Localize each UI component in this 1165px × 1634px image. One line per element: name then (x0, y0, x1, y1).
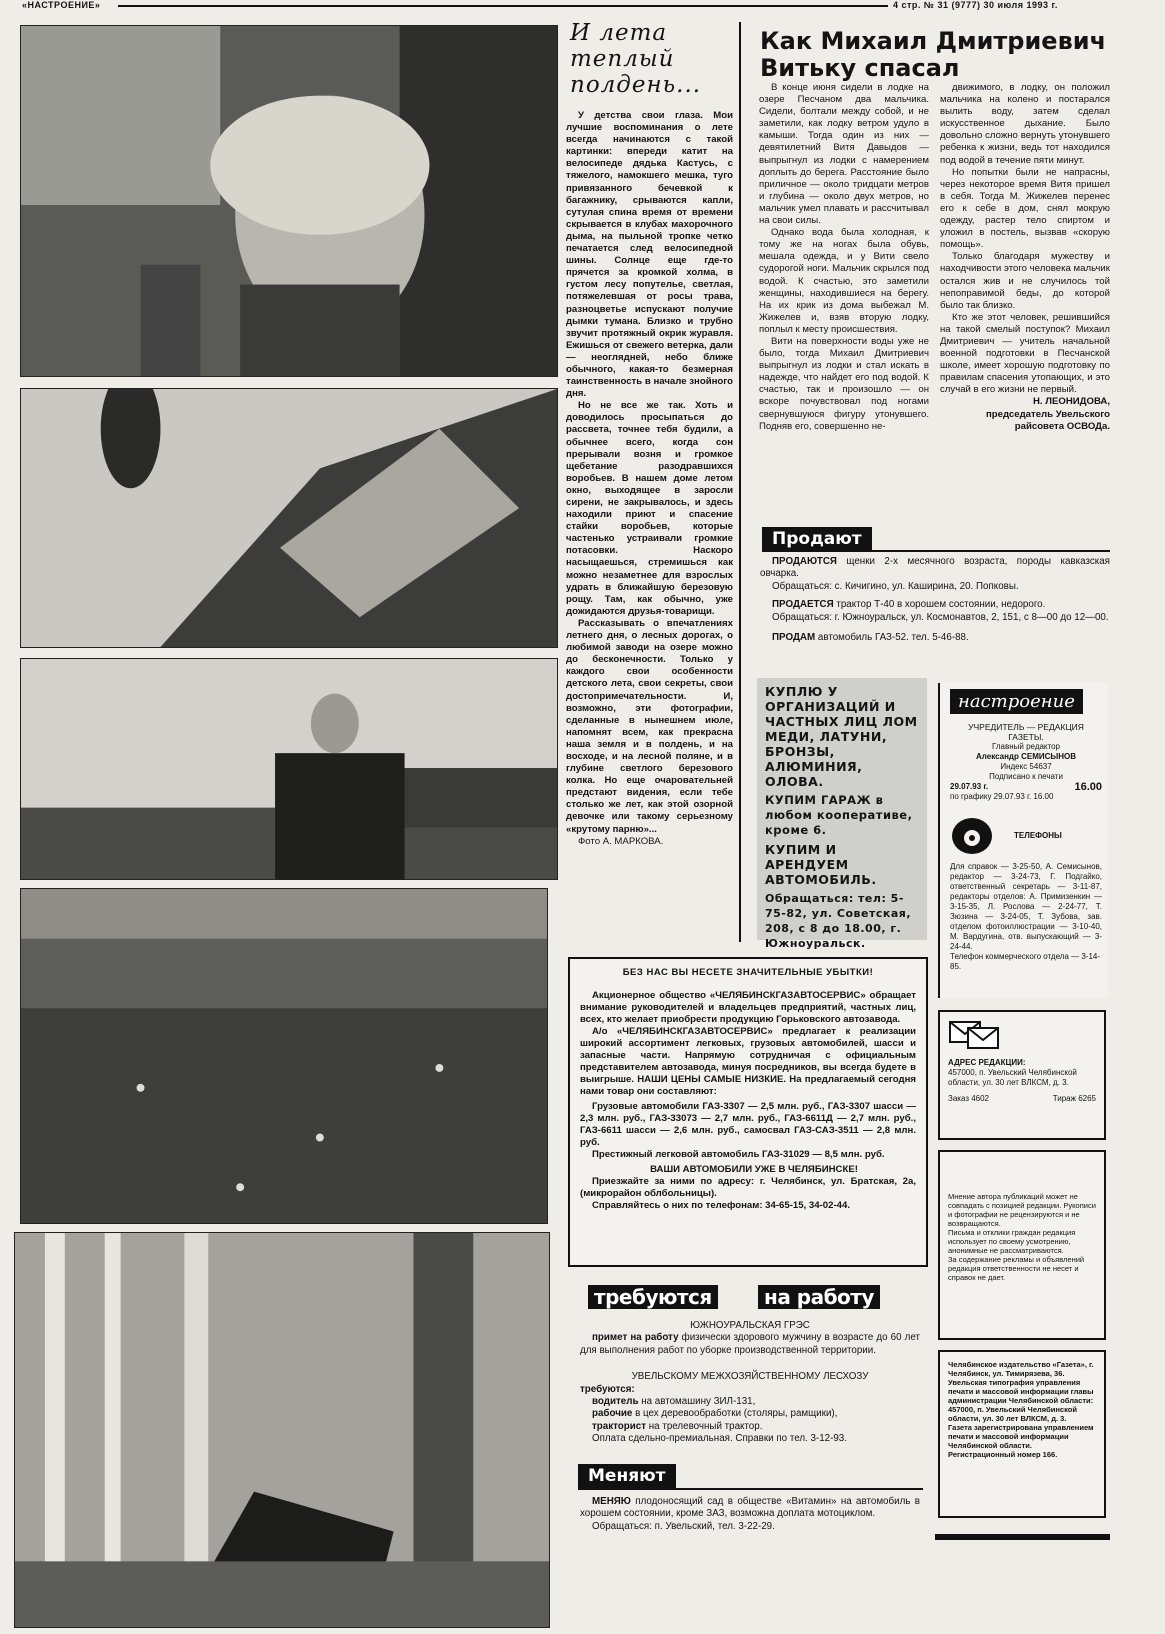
jobs-role: рабочие (592, 1408, 633, 1420)
article2-paragraph: В конце июня сидели в лодке на озере Песчаном два мальчика. Сидели, болтали между собой, и не заметили, как лодку ветром удуло в камыши. Тогда один из них — девятилетний Витя Давыдов — выпрыгнул из лодки с намерением доплыть до берега. Расстояние было приличное — около тридцати метров и глубина — около двух метров, но мальчик умел плавать и рассчитывал на свои силы. (759, 82, 929, 227)
publisher-text: Газета зарегистрирована управлением печати и массовой информации Челябинской области. Регистрационный номер 166. (948, 1423, 1094, 1459)
sale-contact: Обращаться: г. Южноуральск, ул. Космонавтов, 2, 151, с 8—00 до 12—00. (772, 611, 1109, 623)
exchange-body (580, 1496, 920, 1533)
buy-ad-garage: КУПИМ ГАРАЖ в любом кооперативе, кроме 6. (765, 793, 913, 837)
exchange-lead: МЕНЯЮ (592, 1496, 631, 1507)
photo-credit: Фото А. МАРКОВА. (578, 835, 664, 847)
jobs-role: водитель (592, 1396, 639, 1408)
article2-author: Н. ЛЕОНИДОВА, (1032, 396, 1110, 408)
telephone-icon (950, 816, 994, 856)
article1-title: И лета теплый полдень... (570, 20, 702, 98)
jobs-text: физически здорового мужчину в возрасте до 60 лет для выполнения работ по уборке производственной территории. (580, 1332, 920, 1356)
buy-ad-box (757, 678, 927, 950)
jobs-lead: требуются: (580, 1383, 635, 1395)
masthead-schedule: по графику 29.07.93 г. 16.00 (950, 792, 1054, 801)
masthead-index: Индекс 54637 (1000, 762, 1052, 771)
address-text: 457000, п. Увельский Челябинской области, ул. 30 лет ВЛКСМ, д. 3. (948, 1068, 1077, 1087)
sale-list (760, 556, 1110, 644)
header-left: «НАСТРОЕНИЕ» (22, 0, 101, 10)
phones-text: Для справок — 3-25-50, А. Семисынов, редактор — 3-24-73, Г. Подгайко, ответственный секретарь — 3-11-87, редакторы отделов: А. Примизенкин — 3-15-35, Л. Рослова — 2-24-77, Т. Зюзина — 3-24-05, Т. Зубова, зав. отделом фотоиллюстрации — 3-10-40, М. Вардугина, отв. выпускающий — 3-24-44. (950, 862, 1102, 951)
article2-col1 (759, 82, 929, 433)
jobs-role-text: в цех деревообработки (столяры, рамщики), (632, 1408, 838, 1420)
gaz-ad-box (568, 957, 928, 1267)
article2-paragraph: движимого, в лодку, он положил мальчика на колено и постарался вылить воду, затем сделал искусственное дыхание. Было довольно сложно вернуть утонувшего ребенка к жизни, ведь тот находился под водой в течение пяти минут. (940, 82, 1110, 166)
jobs-pay: Оплата сдельно-премиальная. Справки по тел. 3-12-93. (592, 1433, 847, 1445)
gaz-ad-text: Акционерное общество «ЧЕЛЯБИНСКГАЗАВТОСЕРВИС» обращает внимание руководителей и владельцев предприятий, частных лиц, всех, кто желает приобрести продукцию Горьковского автозавода. (580, 990, 916, 1025)
sale-text: автомобиль ГАЗ-52. тел. 5-46-88. (815, 632, 969, 644)
gaz-ad-slogan: ВАШИ АВТОМОБИЛИ УЖЕ В ЧЕЛЯБИНСКЕ! (650, 1164, 858, 1175)
article2-paragraph: Только благодаря мужеству и находчивости этого человека мальчик остался жив и не случилось той непоправимой беды, до которой было так близко. (940, 251, 1110, 311)
jobs-role-text: на трелевочный трактор. (646, 1420, 763, 1432)
photo-birch-forest (14, 1232, 550, 1628)
exchange-heading: Меняют (578, 1464, 676, 1488)
masthead-box (938, 683, 1108, 998)
article2-author-title: председатель Увельского райсовета ОСВОДа. (985, 408, 1110, 432)
jobs-heading-1: требуются (588, 1285, 718, 1309)
exchange-contact: Обращаться: п. Увельский, тел. 3-22-29. (592, 1520, 775, 1532)
print-run: Тираж 6265 (1052, 1094, 1096, 1103)
article2-paragraph: Вити на поверхности воды уже не было, тогда Михаил Дмитриевич выпрыгнул из лодки и стал искать в надежде, что найдет его под водой. К счастью, так и произошло — он вскоре почувствовал под ногами свернувшуюся фигуру утонувшего. Подняв его, совершенно не- (759, 335, 929, 432)
jobs-role-text: на автомашину ЗИЛ-131, (638, 1396, 756, 1408)
disclaimer-text: Письма и отклики граждан редакция использует по своему усмотрению, анонимные не рассматриваются. (948, 1228, 1076, 1255)
sale-rule (762, 550, 1110, 552)
article2-title: Как Михаил Дмитриевич Витьку спасал (760, 27, 1107, 82)
publisher-text: Увельская типография управления печати и массовой информации главы администрации Челябинской области: 457000, п. Увельский Челябинской области, ул. 30 лет ВЛКСМ, д. 3. (948, 1378, 1094, 1423)
gaz-ad-headline: БЕЗ НАС ВЫ НЕСЕТЕ ЗНАЧИТЕЛЬНЫЕ УБЫТКИ! (622, 967, 874, 978)
jobs-body (580, 1320, 920, 1446)
jobs-lead: примет на работу (592, 1332, 679, 1344)
sale-heading: Продают (762, 527, 872, 551)
phones-commercial: Телефон коммерческого отдела — 3-14-85. (950, 952, 1101, 971)
masthead-date: 29.07.93 г. (950, 782, 989, 791)
photo-meadow (20, 888, 548, 1224)
sale-text: трактор Т-40 в хорошем состоянии, недорого. (833, 599, 1046, 611)
masthead-editor-label: Главный редактор (991, 742, 1060, 751)
article2-paragraph: Кто же этот человек, решившийся на такой смелый поступок? Михаил Дмитриевич — учитель начальной военной подготовки в Песчанской школе, имеет хорошую подготовку по правилам спасения утопающих, и это случай в его жизни не первый. (940, 311, 1110, 396)
article1-paragraph: У детства свои глаза. Мои лучшие воспоминания о лете всегда начинаются с такой картинки: впереди катит на велосипеде дядька Кастусь, с тяжелого, намокшего мешка, туго привязанного бечевкой к багажнику, срываются капли, сутулая спина время от времени скрывается в клубах махорочного дыма, на пыльной тропке четко печатается след велосипедной шины. Солнце еще где-то прячется за кромкой холма, в густом лесу попутелье, светлая, потяжелевшая от росы трава, разноцветье испускают получие дымки тумана. Близко и трубно звучит протяжный окрик журавля. Ежишься от свежего ветерка, дали — неоглядней, небо ближе обычного, какая-то безмерная таинственность в начале знойного дня. (566, 110, 733, 400)
jobs-role: тракторист (592, 1420, 647, 1432)
phones-label: ТЕЛЕФОНЫ (1014, 831, 1062, 840)
exchange-text: плодоносящий сад в обществе «Витамин» на автомобиль в хорошем состоянии, кроме ЗАЗ, возможна доплата мотоциклом. (580, 1496, 920, 1520)
photo-girl (20, 25, 558, 377)
address-box (938, 1010, 1106, 1140)
gaz-ad-prices: Престижный легковой автомобиль ГАЗ-31029 — 8,5 млн. руб. (592, 1149, 885, 1160)
order-number: Заказ 4602 (948, 1094, 990, 1103)
sale-text: щенки 2-х месячного возраста, породы кавказская овчарка. (760, 556, 1110, 580)
article2-col2 (940, 82, 1110, 433)
disclaimer-text: Мнение автора публикаций может не совпадать с позицией редакции. Рукописи и фотографии не рецензируются и не возвращаются. (948, 1192, 1096, 1228)
bottom-rule (935, 1534, 1110, 1540)
address-label: АДРЕС РЕДАКЦИИ: (948, 1058, 1026, 1067)
article1-paragraph: Рассказывать о впечатлениях летнего дня, о лесных дорогах, о любимой заводи на озере можно до бесконечности. Только у каждого свои особенности детского лета, свои секреты, свои достопримечательности. И, возможно, эти фотографии, сделанные в нынешнем июле, напомнят всем, как прекрасна наша земля и в полдень, и на восходе, и на лесной поляне, и в глубине светлого березового колка. Но еще очаровательней предстают видения, если тебе столько же лет, как этой озорной девочке или такому серьезному «крутому парню»... (566, 617, 733, 835)
gaz-ad-phones: Справляйтесь о них по телефонам: 34-65-15, 34-02-44. (592, 1200, 850, 1211)
article1-body (566, 110, 733, 848)
buy-ad-car: КУПИМ И АРЕНДУЕМ АВТОМОБИЛЬ. (765, 842, 877, 887)
buy-ad-contact: Обращаться: тел: 5-75-82, ул. Советская, 208, с 8 до 18.00, г. Южноуральск. (765, 892, 912, 950)
exchange-rule (578, 1488, 923, 1490)
photo-birch-bark (20, 388, 558, 648)
jobs-org2: УВЕЛЬСКОМУ МЕЖХОЗЯЙСТВЕННОМУ ЛЕСХОЗУ (631, 1371, 869, 1383)
masthead-founder: УЧРЕДИТЕЛЬ — РЕДАКЦИЯ ГАЗЕТЫ. (968, 722, 1084, 742)
column-divider (739, 22, 741, 942)
disclaimer-box (938, 1150, 1106, 1340)
publisher-text: Челябинское издательство «Газета», г. Челябинск, ул. Тимирязева, 36. (948, 1360, 1094, 1378)
sale-contact: Обращаться: с. Кичигино, ул. Каширина, 20. Попковы. (772, 580, 1019, 592)
masthead-editor: Александр СЕМИСЫНОВ (975, 752, 1077, 761)
sale-lead: ПРОДАМ (772, 632, 816, 644)
article1-paragraph: Но не все же так. Хоть и доводилось просыпаться до рассвета, точнее тебя будили, а обычнее всего, когда сон прерывали возня и громкое щебетание разодравшихся воробьев. В нашем доме летом окно, выходящее в заросли сирени, не закрывалось, и здесь находили приют и спасение стайки воробьев, которые частенько устраивали громкие потасовки. Наскоро насыщаешься, стремишься как можно незаметнее для взрослых удрать в ближайшую березовую рощу. Там, как обычно, уже дожидаются друзья-товарищи. (566, 400, 733, 617)
header-rule (118, 5, 888, 7)
disclaimer-text: За содержание рекламы и объявлений редакция ответственности не несет и справок не дает. (948, 1255, 1085, 1282)
masthead-logo: настроение (950, 689, 1083, 714)
publisher-box (938, 1350, 1106, 1518)
jobs-org1: ЮЖНОУРАЛЬСКАЯ ГРЭС (690, 1320, 810, 1331)
envelope-icon (948, 1020, 1002, 1050)
gaz-ad-text: А/о «ЧЕЛЯБИНСКГАЗАВТОСЕРВИС» предлагает к реализации широкий ассортимент легковых, грузовых автомобилей, шасси и запасные части. Напрямую сотрудничая с официальным представителем автозавода, минуя посредников, вы всегда будете в выигрыше. НАШИ ЦЕНЫ САМЫЕ НИЗКИЕ. На предлагаемый сегодня нами товар они составляют: (580, 1026, 916, 1097)
header-right: 4 стр. № 31 (9777) 30 июля 1993 г. (893, 0, 1058, 10)
article2-paragraph: Но попытки были не напрасны, через некоторое время Витя пришел в себя. Тогда М. Жижелев перенес его к себе в дом, снял мокрую одежду, растер тело спиртом и уложил в постель, вызвав «скорую помощь». (940, 166, 1110, 251)
photo-boy (20, 658, 558, 880)
sale-lead: ПРОДАЮТСЯ (772, 556, 837, 567)
gaz-ad-prices: Грузовые автомобили ГАЗ-3307 — 2,5 млн. руб., ГАЗ-3307 шасси — 2,3 млн. руб., ГАЗ-33073 — 2,7 млн. руб., ГАЗ-6611Д — 2,7 млн. руб., ГАЗ-6611 шасси — 2,6 млн. руб., самосвал ГАЗ-САЗ-3511 — 2,8 млн. руб. (580, 1101, 916, 1148)
buy-ad-metal: КУПЛЮ У ОРГАНИЗАЦИЙ И ЧАСТНЫХ ЛИЦ ЛОМ МЕДИ, ЛАТУНИ, БРОНЗЫ, АЛЮМИНИЯ, ОЛОВА. (765, 684, 918, 789)
masthead-time: 16.00 (1074, 781, 1102, 793)
jobs-heading-2: на работу (758, 1285, 880, 1309)
sale-lead: ПРОДАЕТСЯ (772, 599, 834, 611)
article2-paragraph: Однако вода была холодная, к тому же на ногах была обувь, мешала одежда, и у Вити свело судорогой ноги. Мальчик скрылся под водой. К счастью, это заметили женщины, находившиеся на берегу. На их крик из дома выбежал М. Жижелев и, взяв вторую лодку, поплыл к месту происшествия. (759, 227, 929, 335)
masthead-signed: Подписано к печати (989, 772, 1063, 781)
gaz-ad-address: Приезжайте за ними по адресу: г. Челябинск, ул. Братская, 2а, (микрорайон облбольницы). (580, 1176, 916, 1199)
